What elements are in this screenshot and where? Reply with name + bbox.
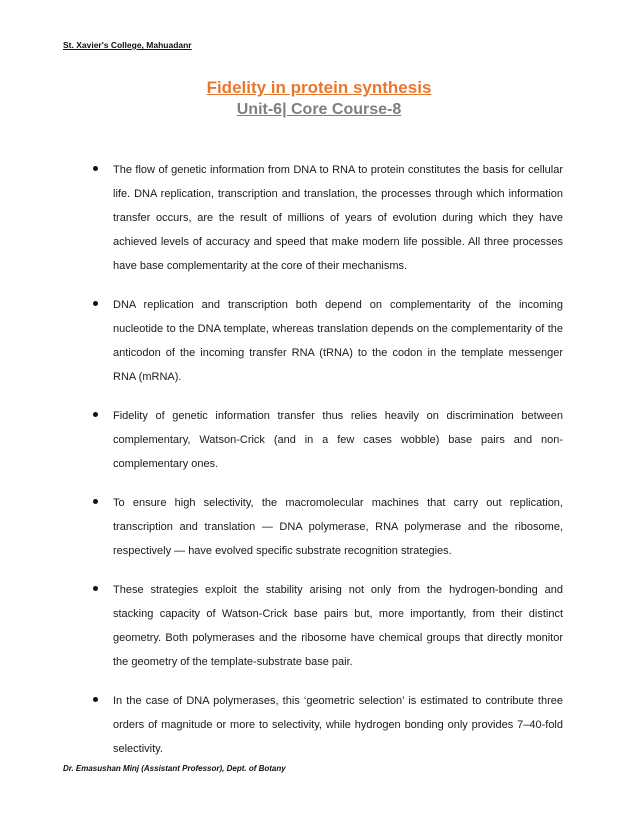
- bullet-dot-icon: [93, 586, 98, 591]
- bullet-item: [0, 293, 638, 389]
- page-subtitle: Unit-6| Core Course-8: [236, 101, 402, 118]
- bullet-text: To ensure high selectivity, the macromolecular machines that carry out replication, transcription and translation — DNA polymerase, RNA polymerase and the ribosome, respectively — have evolved specific substrate recognition strategies.: [113, 497, 563, 557]
- bullet-item: [0, 578, 638, 674]
- bullet-item: [0, 491, 638, 563]
- bullet-text: DNA replication and transcription both depend on complementarity of the incoming nucleotide to the DNA template, whereas translation depends on the complementarity of the anticodon of the incoming transfer RNA (tRNA) to the codon in the template messenger RNA (mRNA).: [113, 299, 563, 383]
- bullet-text: Fidelity of genetic information transfer thus relies heavily on discrimination between complementary, Watson-Crick (and in a few cases wobble) base pairs and non-complementary ones.: [113, 410, 563, 470]
- bullet-item: [0, 404, 638, 476]
- page-header: St. Xavier's College, Mahuadanr: [63, 40, 192, 50]
- page-footer: Dr. Emasushan Minj (Assistant Professor), Dept. of Botany: [63, 764, 286, 773]
- bullet-text: In the case of DNA polymerases, this ‘geometric selection’ is estimated to contribute three orders of magnitude or more to selectivity, while hydrogen bonding only provides 7–40-fold selectivity.: [113, 695, 563, 755]
- bullet-list: [0, 158, 638, 776]
- bullet-dot-icon: [93, 499, 98, 504]
- bullet-dot-icon: [93, 697, 98, 702]
- bullet-item: [0, 689, 638, 761]
- bullet-dot-icon: [93, 166, 98, 171]
- bullet-dot-icon: [93, 301, 98, 306]
- bullet-item: [0, 158, 638, 278]
- bullet-dot-icon: [93, 412, 98, 417]
- bullet-text: The flow of genetic information from DNA to RNA to protein constitutes the basis for cellular life. DNA replication, transcription and translation, the processes through which information transfer occurs, are the result of millions of years of evolution during which they have achieved levels of accuracy and speed that make modern life possible. All three processes have base complementarity at the core of their mechanisms.: [113, 164, 563, 272]
- bullet-text: These strategies exploit the stability arising not only from the hydrogen-bonding and stacking capacity of Watson-Crick base pairs but, more importantly, from their distinct geometry. Both polymerases and the ribosome have chemical groups that directly monitor the geometry of the template-substrate base pair.: [113, 584, 563, 668]
- page-title: Fidelity in protein synthesis: [206, 78, 432, 97]
